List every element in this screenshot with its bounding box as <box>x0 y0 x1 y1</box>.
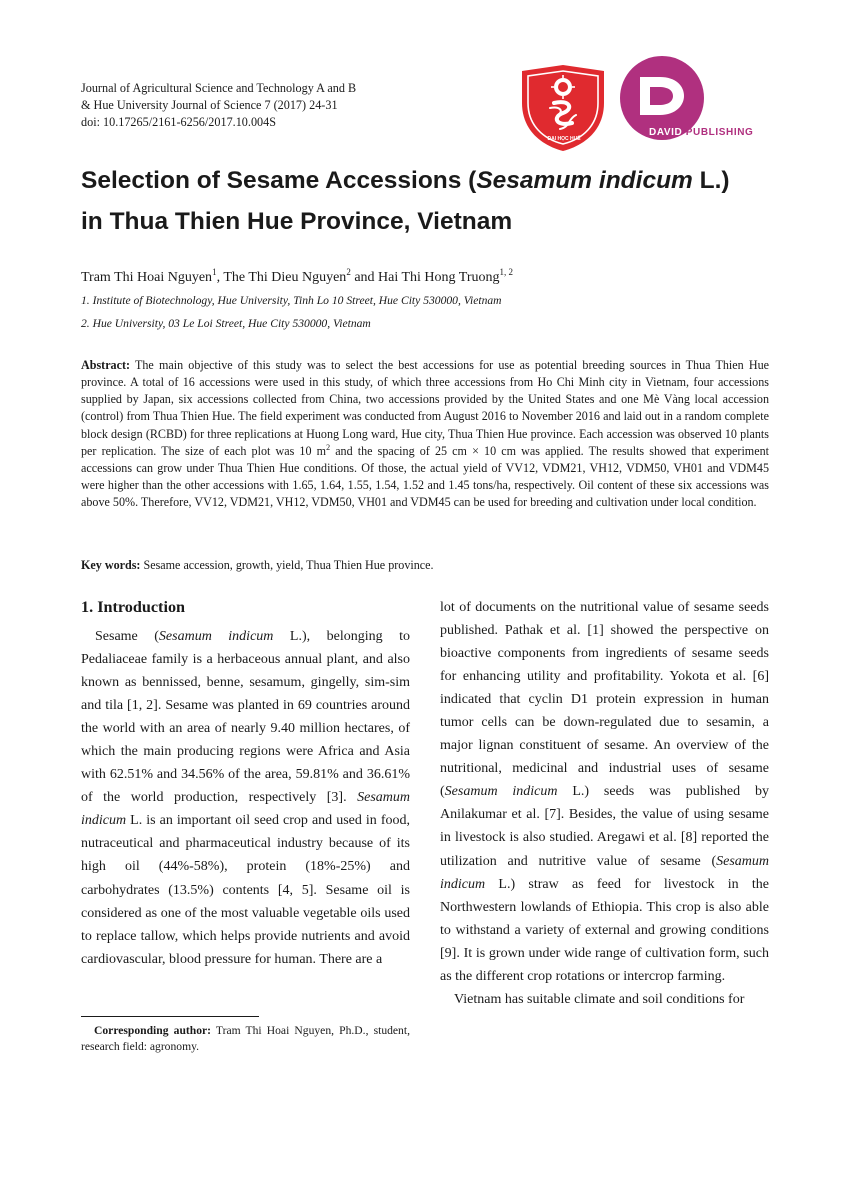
title-species: Sesamum indicum <box>476 167 693 194</box>
intro-p1-text-c: L. is an important oil seed crop and used in food, nutraceutical and pharmaceutical industry because of its high oil (44%-58%), protein (18%-25%) and carbohydrates (13.5%) contents [4, 5]. Sesame oil is considered as one of the most valuable vegetable oils used to replace tallow, which helps provide nutrients and avoid cardiovascular, blood pressure for human. There are a <box>81 813 410 967</box>
paper-title <box>81 160 781 242</box>
title-part-2: L.) <box>692 167 730 194</box>
journal-line-1: Journal of Agricultural Science and Technology A and B <box>81 81 357 95</box>
intro-paragraph-1 <box>81 625 410 971</box>
footnote-label: Corresponding author: <box>94 1024 211 1037</box>
keywords-text: Sesame accession, growth, yield, Thua Thien Hue province. <box>140 558 434 572</box>
author-2-affil: 2 <box>346 267 351 277</box>
abstract <box>81 357 769 511</box>
intro-p2-text-c: L.) straw as feed for livestock in the Northwestern lowlands of Ethiopia. This crop is also able to withstand a variety of external and growing conditions [9]. It is grown under wide range of cultivation form, such as the different crop rotations or intercrop farming. <box>440 876 769 984</box>
hue-seal-text: ĐẠI HỌC HUẾ <box>547 136 581 142</box>
abstract-label: Abstract: <box>81 358 131 372</box>
title-line-2: in Thua Thien Hue Province, Vietnam <box>81 208 513 235</box>
publisher-word-1: DAVID <box>649 127 683 138</box>
intro-p2-text-b: L.) seeds was published by Anilakumar et al. [7]. Besides, the value of using sesame in livestock is also studied. Aregawi et al. [8] reported the utilization and nutritive value of sesame ( <box>440 784 769 869</box>
keywords <box>81 558 434 573</box>
author-3-affil: 1, 2 <box>499 267 514 277</box>
intro-paragraph-1-continued <box>440 596 769 988</box>
intro-p1-text-a: Sesame ( <box>95 629 159 644</box>
author-sep-1: , <box>216 270 224 285</box>
footnote-rule <box>81 1016 259 1017</box>
footnote-text: Tram Thi Hoai Nguyen, Ph.D., student, research field: agronomy. <box>81 1024 410 1053</box>
journal-line-2: & Hue University Journal of Science 7 (2017) 24-31 <box>81 98 338 112</box>
author-sep-2: and <box>350 270 379 285</box>
intro-p1-text-b: L.), belonging to Pedaliaceae family is a herbaceous annual plant, and also known as bennissed, benne, sesamum, gingelly, sim-sim and tila [1, 2]. Sesame was planted in 69 countries around the world with an area of nearly 9.40 million hectares, of which the main producing regions were Africa and Asia with 62.51% and 34.56% of the area, 59.81% and 36.61% of the world production, respectively [3]. <box>81 629 410 806</box>
author-3: Hai Thi Hong Truong <box>378 270 500 285</box>
intro-p2-species-2: Sesamum indicum <box>440 853 769 892</box>
author-2: The Thi Dieu Nguyen <box>223 270 347 285</box>
abstract-text-1: The main objective of this study was to select the best accessions for use as potential breeding sources in Thua Thien Hue province. A total of 16 accessions were used in this study, of which three accessions from Ho Chi Minh city in Vietnam, four accessions supplied by Japan, six accessions collected from China, two accessions provided by the United States and one Mè Vàng local accession (control) from Thua Thien Hue. The field experiment was conducted from August 2016 to November 2016 and laid out in a random complete block design (RCBD) for three replications at Huong Long ward, Hue city, Thua Thien Hue province. Each accession was observed 10 plants per replication. The size of each plot was 10 m <box>81 358 769 458</box>
publisher-name <box>649 127 753 138</box>
intro-p2-text-a: lot of documents on the nutritional value of sesame seeds published. Pathak et al. [1] showed the perspective on bioactive components from ingredients of sesame seeds for enhancing utility and profitability. Yokota et al. [6] indicated that cyclin D1 protein expression in human tumor cells can be down-regulated due to sesamin, a major lignan constituent of sesame. An overview of the nutritional, medicinal and industrial uses of sesame ( <box>440 600 769 800</box>
author-1: Tram Thi Hoai Nguyen <box>81 270 213 285</box>
publisher-word-2: PUBLISHING <box>685 127 754 138</box>
doi: doi: 10.17265/2161-6256/2017.10.004S <box>81 115 277 129</box>
intro-paragraph-2: Vietnam has suitable climate and soil conditions for <box>454 991 745 1007</box>
corresponding-author-footnote <box>81 1023 410 1054</box>
author-1-affil: 1 <box>212 267 217 277</box>
left-column <box>81 596 410 971</box>
intro-p2-species: Sesamum indicum <box>444 784 558 800</box>
right-column <box>440 596 769 1011</box>
abstract-text-2: and the spacing of 25 cm × 10 cm was applied. The results showed that experiment accessions can grow under Thua Thien Hue conditions. Of those, the actual yield of VV12, VDM21, VH12, VDM50, VH01 and VDM45 were higher than the other accessions with 1.65, 1.64, 1.55, 1.54, 1.52 and 1.45 tons/ha, respectively. Oil content of these six accessions was above 50%. Therefore, VV12, VDM21, VH12, VDM50, VH01 and VDM45 can be used for breeding and cultivation under local condition. <box>81 443 769 510</box>
journal-header <box>81 80 356 131</box>
keywords-label: Key words: <box>81 558 141 572</box>
abstract-superscript: 2 <box>326 442 331 452</box>
section-heading-introduction: 1. Introduction <box>81 598 186 616</box>
title-part-1: Selection of Sesame Accessions ( <box>81 167 477 194</box>
intro-p1-species-2: Sesamum indicum <box>81 790 410 829</box>
affiliation-1: 1. Institute of Biotechnology, Hue University, Tinh Lo 10 Street, Hue City 530000, Vietnam <box>81 294 502 307</box>
authors-line <box>81 267 514 286</box>
intro-p1-species: Sesamum indicum <box>158 629 274 644</box>
affiliation-2: 2. Hue University, 03 Le Loi Street, Hue City 530000, Vietnam <box>81 317 371 330</box>
